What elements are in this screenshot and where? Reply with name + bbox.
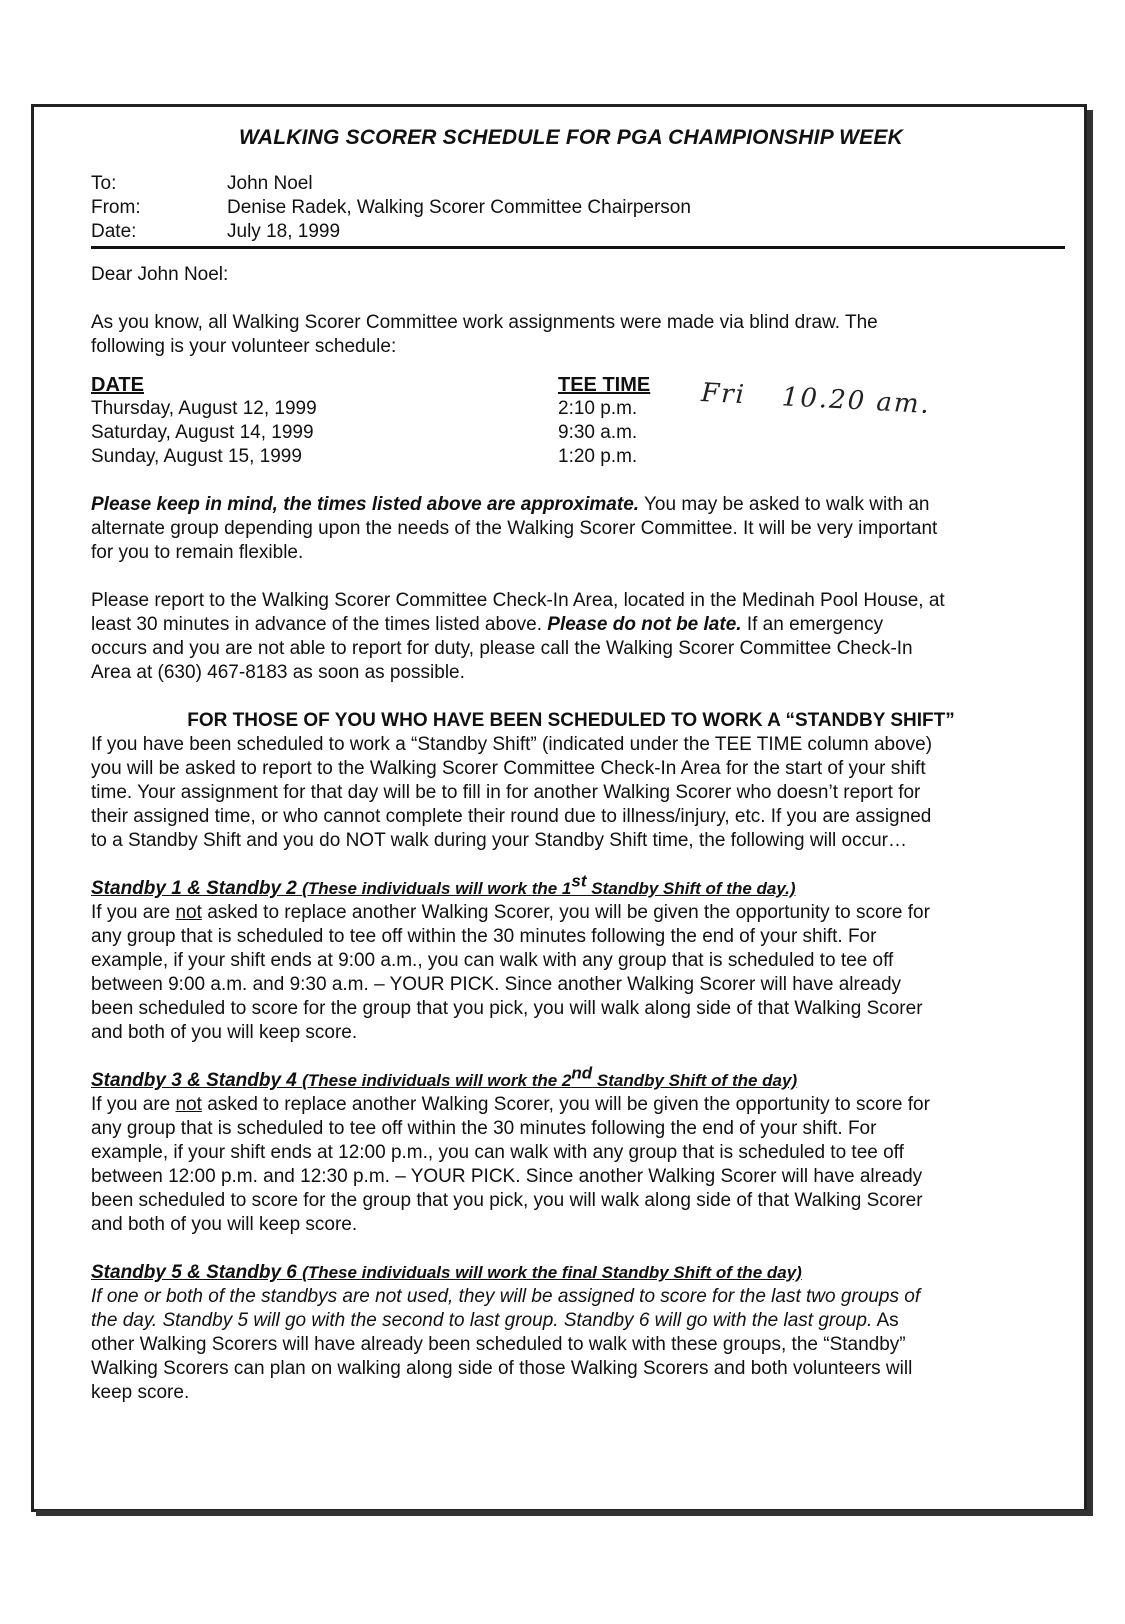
sb56-l2-italic: the day. Standby 5 will go with the second to last group. Standby 6 will go with the last group. xyxy=(91,1310,873,1331)
standby-heading: FOR THOSE OF YOU WHO HAVE BEEN SCHEDULED TO WORK A “STANDBY SHIFT” xyxy=(187,710,955,731)
sb56-line-2 xyxy=(91,1309,1051,1333)
standby-1-2-heading xyxy=(91,871,1051,901)
standby-intro-line: their assigned time, or who cannot complete their round due to illness/injury, etc. If you are assigned xyxy=(91,806,932,827)
standby-3-4-heading xyxy=(91,1063,1051,1093)
approx-line-1: You may be asked to walk with an xyxy=(639,494,930,515)
approx-times-paragraph xyxy=(91,493,1051,517)
tee-time-column-header: TEE TIME xyxy=(558,374,651,396)
date-label: Date: xyxy=(91,221,137,242)
standby-intro-line: time. Your assignment for that day will be to fill in for another Walking Scorer who doesn’t report for xyxy=(91,782,921,803)
sb12-line-2: any group that is scheduled to tee off within the 30 minutes following the end of your shift. For xyxy=(91,926,877,947)
standby-intro-line: If you have been scheduled to work a “Standby Shift” (indicated under the TEE TIME column above) xyxy=(91,734,933,755)
sb34-sub-b: Standby Shift of the day) xyxy=(592,1071,798,1090)
schedule-tee-time: 9:30 a.m. xyxy=(558,422,638,443)
schedule-table xyxy=(91,373,1051,469)
sb12-title: Standby 1 & Standby 2 xyxy=(91,878,303,899)
to-label: To: xyxy=(91,173,117,194)
sb12-not: not xyxy=(175,902,202,923)
handwritten-day: Fri xyxy=(700,378,747,411)
sb56-line-1: If one or both of the standbys are not used, they will be assigned to score for the last two groups of xyxy=(91,1286,921,1307)
schedule-date: Thursday, August 12, 1999 xyxy=(91,398,317,419)
sb34-line-3: example, if your shift ends at 12:00 p.m., you can walk with any group that is scheduled to tee off xyxy=(91,1142,904,1163)
sb34-line-5: been scheduled to score for the group that you pick, you will walk along side of that Walking Scorer xyxy=(91,1190,923,1211)
approx-times-emphasis: Please keep in mind, the times listed above are approximate. xyxy=(91,494,640,515)
sb56-line-5: keep score. xyxy=(91,1382,190,1403)
sb56-l2-rest: As xyxy=(872,1310,899,1331)
do-not-be-late: Please do not be late. xyxy=(547,614,742,635)
report-line-4: Area at (630) 467-8183 as soon as possible. xyxy=(91,662,465,683)
sb12-l1b: asked to replace another Walking Scorer, you will be given the opportunity to score for xyxy=(201,902,930,923)
schedule-date: Sunday, August 15, 1999 xyxy=(91,446,302,467)
to-value: John Noel xyxy=(227,173,313,194)
intro-line-2: following is your volunteer schedule: xyxy=(91,336,397,357)
sb34-not: not xyxy=(175,1094,202,1115)
tee-time-column xyxy=(558,373,698,469)
standby-intro-line: to a Standby Shift and you do NOT walk during your Standby Shift time, the following will occur… xyxy=(91,830,908,851)
intro-line-1: As you know, all Walking Scorer Committee work assignments were made via blind draw. The xyxy=(91,312,878,333)
sb12-line-6: and both of you will keep score. xyxy=(91,1022,358,1043)
report-line-2 xyxy=(91,613,1051,637)
schedule-tee-time: 1:20 p.m. xyxy=(558,446,638,467)
sb34-l1b: asked to replace another Walking Scorer, you will be given the opportunity to score for xyxy=(201,1094,930,1115)
sb56-sub: (These individuals will work the final Standby Shift of the day) xyxy=(302,1263,802,1282)
from-value: Denise Radek, Walking Scorer Committee Chairperson xyxy=(227,197,691,218)
sb12-l1a: If you are xyxy=(91,902,176,923)
report-line-1: Please report to the Walking Scorer Committee Check-In Area, located in the Medinah Pool House, at xyxy=(91,590,945,611)
handwritten-note xyxy=(700,378,932,420)
sb12-line-4: between 9:00 a.m. and 9:30 a.m. – YOUR PICK. Since another Walking Scorer will have already xyxy=(91,974,902,995)
sb34-line-4: between 12:00 p.m. and 12:30 p.m. – YOUR PICK. Since another Walking Scorer will have already xyxy=(91,1166,923,1187)
standby-5-6-heading xyxy=(91,1261,1051,1285)
sb34-sup: nd xyxy=(571,1063,593,1083)
header-divider xyxy=(91,246,1065,249)
schedule-tee-time: 2:10 p.m. xyxy=(558,398,638,419)
approx-line-3: for you to remain flexible. xyxy=(91,542,304,563)
memo-body xyxy=(91,118,1051,1405)
sb34-sub-a: (These individuals will work the 2 xyxy=(302,1071,572,1090)
border-shadow-right xyxy=(1087,110,1093,1516)
handwritten-time: 10.20 am. xyxy=(781,382,932,420)
page-title: WALKING SCORER SCHEDULE FOR PGA CHAMPIONSHIP WEEK xyxy=(239,126,903,149)
sb12-sub-b: Standby Shift of the day.) xyxy=(586,879,796,898)
sb12-line-5: been scheduled to score for the group that you pick, you will walk along side of that Walking Scorer xyxy=(91,998,923,1019)
sb12-sup: st xyxy=(571,871,587,891)
report-line-2a: least 30 minutes in advance of the times listed above. xyxy=(91,614,548,635)
sb34-l1a: If you are xyxy=(91,1094,176,1115)
date-value: July 18, 1999 xyxy=(227,221,341,242)
date-column-header: DATE xyxy=(91,374,144,396)
sb34-title: Standby 3 & Standby 4 xyxy=(91,1070,303,1091)
salutation: Dear John Noel: xyxy=(91,264,229,285)
memo-header xyxy=(91,172,1051,244)
report-line-3: occurs and you are not able to report for duty, please call the Walking Scorer Committee Check-In xyxy=(91,638,913,659)
sb34-line-6: and both of you will keep score. xyxy=(91,1214,358,1235)
sb34-line-1 xyxy=(91,1093,1051,1117)
from-label: From: xyxy=(91,197,141,218)
schedule-date: Saturday, August 14, 1999 xyxy=(91,422,314,443)
sb56-line-4: Walking Scorers can plan on walking along side of those Walking Scorers and both volunteers will xyxy=(91,1358,913,1379)
date-column xyxy=(91,373,491,469)
border-shadow-bottom xyxy=(36,1510,1092,1516)
sb12-line-3: example, if your shift ends at 9:00 a.m., you can walk with any group that is scheduled to tee off xyxy=(91,950,894,971)
report-line-2b: If an emergency xyxy=(741,614,884,635)
standby-intro-line: you will be asked to report to the Walking Scorer Committee Check-In Area for the start of your shift xyxy=(91,758,926,779)
sb12-line-1 xyxy=(91,901,1051,925)
approx-line-2: alternate group depending upon the needs of the Walking Scorer Committee. It will be very important xyxy=(91,518,938,539)
sb56-title: Standby 5 & Standby 6 xyxy=(91,1262,303,1283)
sb34-line-2: any group that is scheduled to tee off within the 30 minutes following the end of your shift. For xyxy=(91,1118,877,1139)
sb56-line-3: other Walking Scorers will have already been scheduled to walk with these groups, the “Standby” xyxy=(91,1334,906,1355)
sb12-sub-a: (These individuals will work the 1 xyxy=(302,879,572,898)
